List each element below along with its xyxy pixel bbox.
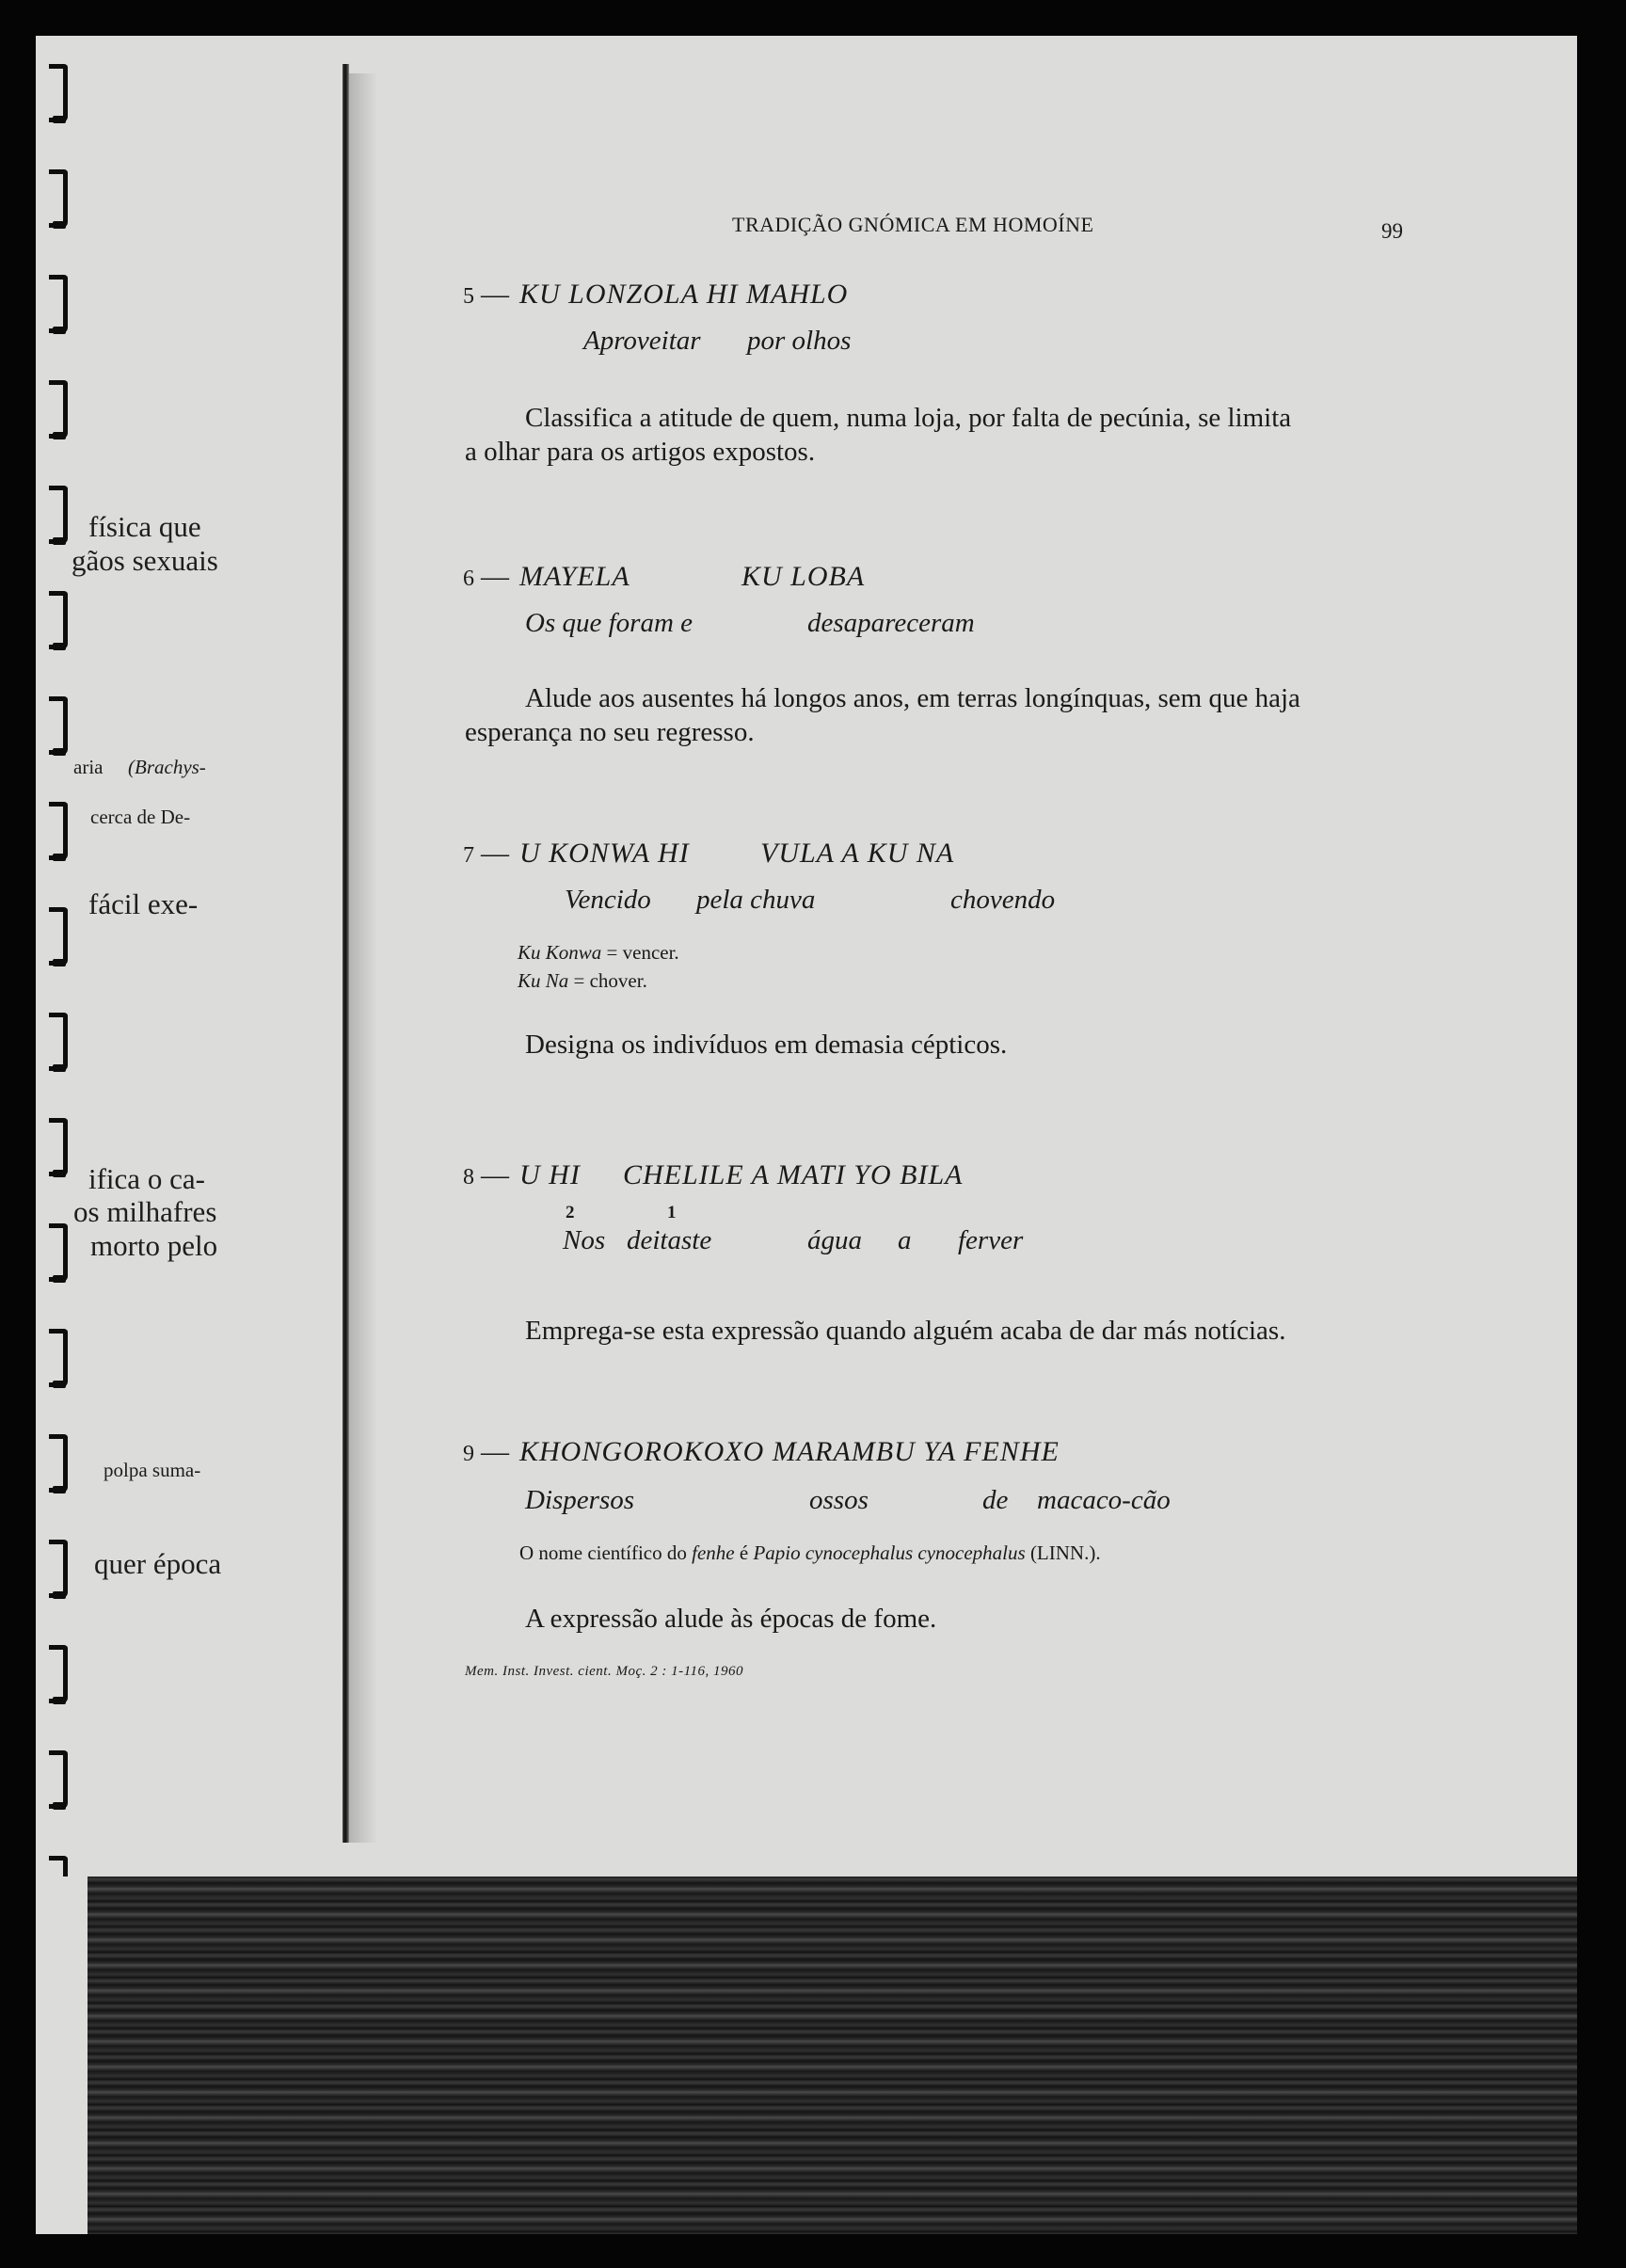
entry-9-title — [463, 1436, 1060, 1468]
entry-6-gloss: desapareceram — [807, 608, 975, 638]
left-page-fragment: fácil exe- — [88, 887, 199, 920]
scanner-noise-margin — [36, 1877, 88, 2234]
note-term: Ku Na — [518, 969, 569, 992]
binding-ring — [49, 486, 68, 544]
binding-ring — [49, 275, 68, 333]
note-species: Papio cynocephalus cynocephalus — [753, 1541, 1026, 1564]
entry-number: 8 — [463, 1165, 475, 1190]
entry-number: 7 — [463, 843, 475, 868]
binding-ring — [49, 1750, 68, 1809]
entry-8-gloss: água — [807, 1225, 862, 1255]
entry-dash: — — [481, 561, 510, 592]
entry-7-title-part — [760, 838, 954, 870]
scanner-noise-band — [36, 1877, 1577, 2234]
entry-6-title-part — [741, 561, 865, 593]
entry-phrase: KU LOBA — [741, 561, 866, 592]
binding-ring — [49, 696, 68, 755]
binding-ring — [49, 1540, 68, 1598]
left-page-fragment: ifica o ca- — [88, 1162, 205, 1195]
binding-ring — [49, 591, 68, 649]
entry-5-title — [463, 279, 848, 311]
entry-phrase: CHELILE A MATI YO BILA — [623, 1159, 964, 1190]
entry-8-title-part — [623, 1159, 963, 1191]
entry-phrase: U KONWA HI — [519, 838, 690, 869]
note-term: Ku Konwa — [518, 941, 602, 964]
note-meaning: chover. — [589, 969, 647, 992]
entry-9-note — [519, 1540, 1101, 1567]
entry-7-gloss: Vencido — [565, 885, 651, 915]
footer-reference: Mem. Inst. Invest. cient. Moç. 2 : 1-116, 1960 — [465, 1664, 743, 1679]
entry-8-gloss: deitaste — [627, 1225, 712, 1255]
left-page-fragment: (Brachys- — [128, 756, 206, 778]
note-sign: = — [568, 969, 590, 992]
entry-6-title — [463, 561, 630, 593]
word-order-marker: 1 — [667, 1203, 677, 1222]
left-page-fragment: os milhafres — [73, 1195, 217, 1228]
entry-8-gloss: a — [898, 1225, 912, 1255]
binding-ring — [49, 1645, 68, 1703]
entry-phrase: VULA A KU NA — [760, 838, 955, 869]
entry-8-gloss: ferver — [958, 1225, 1024, 1255]
entry-9-explanation: A expressão alude às épocas de fome. — [525, 1604, 937, 1634]
running-head: TRADIÇÃO GNÓMICA EM HOMOÍNE — [732, 213, 1094, 236]
entry-7-title — [463, 838, 690, 870]
entry-dash: — — [481, 279, 510, 310]
word-order-marker: 2 — [566, 1203, 575, 1222]
gutter-line — [343, 64, 349, 1843]
entry-7-note — [518, 967, 647, 995]
entry-6-explanation: esperança no seu regresso. — [465, 717, 755, 747]
entry-number: 5 — [463, 284, 475, 309]
left-page-fragment: gãos sexuais — [72, 544, 218, 577]
entry-dash: — — [481, 1436, 510, 1467]
page-number: 99 — [1381, 219, 1403, 243]
note-sign: = — [601, 941, 623, 964]
note-term: fenhe — [692, 1541, 735, 1564]
note-meaning: vencer. — [622, 941, 679, 964]
entry-7-gloss: pela chuva — [696, 885, 816, 915]
entry-8-explanation: Emprega-se esta expressão quando alguém acaba de dar más notícias. — [525, 1316, 1286, 1346]
scanned-page — [36, 36, 1577, 2234]
entry-5-explanation: a olhar para os artigos expostos. — [465, 437, 816, 467]
entry-9-gloss: de — [982, 1485, 1009, 1515]
entry-9-gloss: ossos — [809, 1485, 869, 1515]
binding-ring — [49, 64, 68, 122]
binding-ring — [49, 169, 68, 228]
gutter-shadow — [349, 73, 377, 1843]
entry-8-gloss: Nos — [563, 1225, 606, 1255]
entry-phrase: U HI — [519, 1159, 581, 1190]
left-page-fragment: polpa suma- — [104, 1459, 201, 1481]
note-mid: é — [739, 1541, 749, 1564]
note-authority: (LINN.). — [1029, 1541, 1101, 1564]
binding-ring — [49, 907, 68, 966]
entry-7-note — [518, 939, 679, 966]
entry-phrase: KHONGOROKOXO MARAMBU YA FENHE — [519, 1436, 1060, 1467]
binding-ring — [49, 1434, 68, 1493]
entry-dash: — — [481, 1159, 510, 1190]
left-page-fragment: física que — [88, 510, 201, 543]
entry-8-title — [463, 1159, 581, 1191]
entry-dash: — — [481, 838, 510, 869]
left-page-fragment: morto pelo — [90, 1229, 218, 1262]
binding-ring — [49, 380, 68, 439]
binding-ring — [49, 1223, 68, 1282]
binding-ring — [49, 1329, 68, 1387]
note-prefix: O nome científico do — [519, 1541, 687, 1564]
entry-9-gloss: Dispersos — [525, 1485, 635, 1515]
left-page-fragment: cerca de De- — [90, 806, 191, 828]
entry-5-gloss: Aproveitar — [583, 326, 701, 356]
binding-ring — [49, 1118, 68, 1176]
entry-6-gloss: Os que foram e — [525, 608, 693, 638]
entry-phrase: MAYELA — [519, 561, 630, 592]
entry-7-explanation: Designa os indivíduos em demasia cépticos. — [525, 1030, 1008, 1060]
left-page-fragment: aria — [73, 756, 104, 778]
entry-7-gloss: chovendo — [950, 885, 1056, 915]
entry-9-gloss: macaco-cão — [1037, 1485, 1171, 1515]
entry-number: 9 — [463, 1442, 475, 1466]
entry-number: 6 — [463, 567, 475, 591]
entry-5-gloss: por olhos — [747, 326, 852, 356]
binding-ring — [49, 802, 68, 860]
left-page-fragment: quer época — [94, 1547, 222, 1580]
entry-phrase: KU LONZOLA HI MAHLO — [519, 279, 849, 310]
entry-6-explanation: Alude aos ausentes há longos anos, em terras longínquas, sem que haja — [525, 683, 1300, 713]
binding-ring — [49, 1013, 68, 1071]
entry-5-explanation: Classifica a atitude de quem, numa loja, por falta de pecúnia, se limita — [525, 403, 1292, 433]
